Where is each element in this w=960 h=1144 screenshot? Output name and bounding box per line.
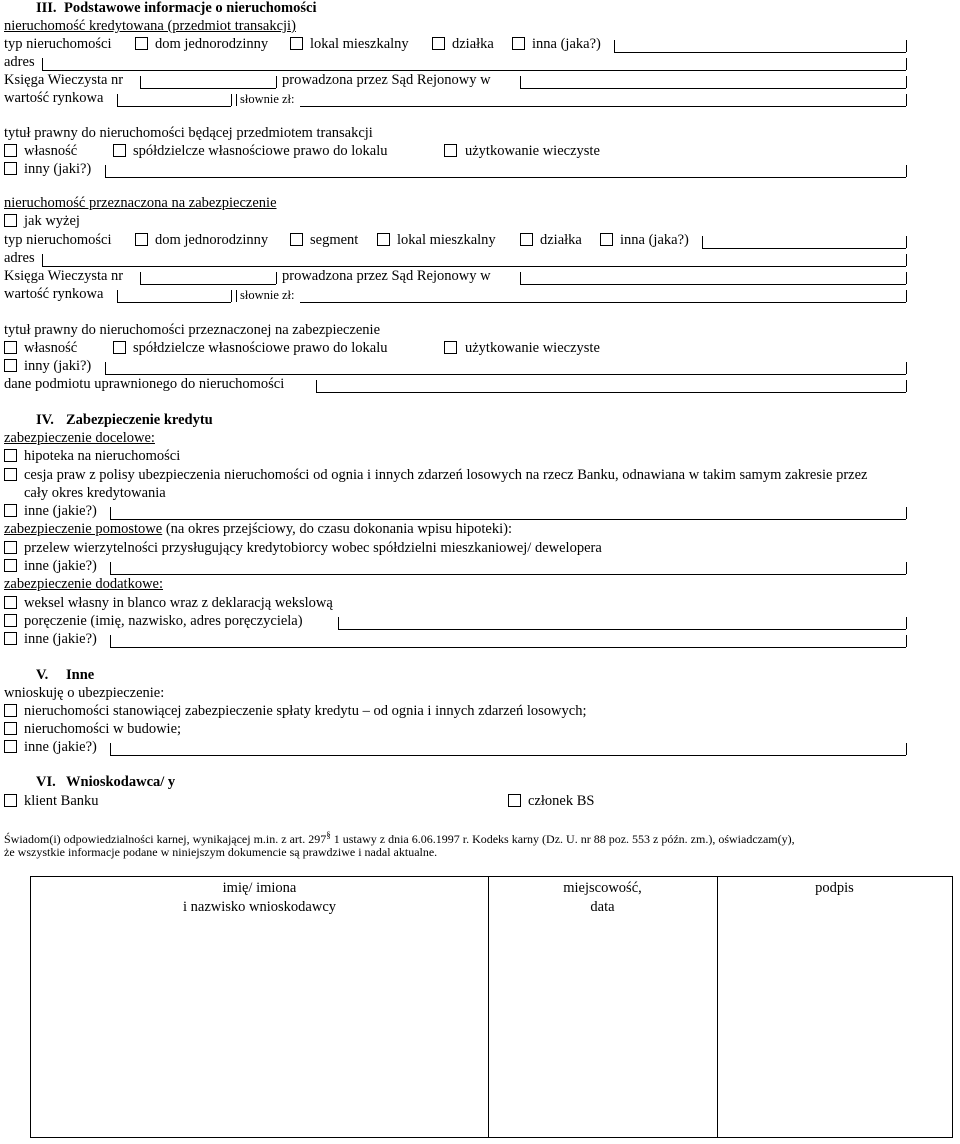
bank-client-label: klient Banku [24, 793, 99, 809]
insurance-request-label: wnioskuję o ubezpieczenie: [4, 685, 165, 701]
address-label-2: adres [4, 250, 35, 266]
checkbox-other-title-1[interactable] [4, 162, 17, 175]
insure-construction-label: nieruchomości w budowie; [24, 721, 182, 737]
court-field-2[interactable] [520, 284, 906, 285]
address-label: adres [4, 54, 35, 70]
land-registry-field-2[interactable] [140, 284, 276, 285]
type-house-label-2: dom jednorodzinny [155, 232, 269, 248]
land-registry-label-2: Księga Wieczysta nr [4, 268, 124, 284]
in-words-field[interactable] [300, 106, 906, 107]
checkbox-insure-other[interactable] [4, 740, 17, 753]
checkbox-as-above[interactable] [4, 214, 17, 227]
authorized-data-label: dane podmiotu uprawnionego do nieruchomości [4, 376, 285, 392]
type-flat-label-2: lokal mieszkalny [397, 232, 496, 248]
date-column-line2: data [590, 899, 615, 915]
other-target-field[interactable] [110, 519, 906, 520]
checkbox-type-flat[interactable] [290, 37, 303, 50]
other-title-field-1[interactable] [105, 177, 906, 178]
other-additional-field[interactable] [110, 647, 906, 648]
in-words-label-2: słownie zł: [240, 288, 295, 302]
section-5-number: V. [36, 667, 49, 683]
checkbox-type-plot-2[interactable] [520, 233, 533, 246]
in-words-field-2[interactable] [300, 302, 906, 303]
ownership-label-1: własność [24, 143, 78, 159]
checkbox-type-flat-2[interactable] [377, 233, 390, 246]
ownership-label-2: własność [24, 340, 78, 356]
market-value-field[interactable] [117, 106, 231, 107]
legal-title-credited-label: tytuł prawny do nieruchomości będącej przedmiotem transakcji [4, 125, 373, 141]
signature-column-header: podpis [815, 880, 854, 896]
address-field-2[interactable] [42, 266, 906, 267]
checkbox-bs-member[interactable] [508, 794, 521, 807]
credited-property-title: nieruchomość kredytowana (przedmiot transakcji) [4, 18, 296, 34]
type-plot-label: działka [452, 36, 494, 52]
declaration-sup: § [326, 830, 331, 840]
place-date-column-header [488, 879, 717, 917]
section-4-heading: Zabezpieczenie kredytu [66, 412, 213, 428]
name-column-line1: imię/ imiona [222, 880, 297, 896]
name-column-line2: i nazwisko wnioskodawcy [182, 899, 337, 915]
checkbox-type-segment[interactable] [290, 233, 303, 246]
other-bridge-label: inne (jakie?) [24, 558, 97, 574]
assignment-label-line1: cesja praw z polisy ubezpieczenia nieruchomości od ognia i innych zdarzeń losowych na rzecz Banku, odnawiana w takim samym zakresie przez [24, 467, 868, 483]
other-target-label: inne (jakie?) [24, 503, 97, 519]
collateral-property-title: nieruchomość przeznaczona na zabezpieczenie [4, 195, 277, 211]
additional-security-label: zabezpieczenie dodatkowe: [4, 576, 164, 592]
checkbox-mortgage[interactable] [4, 449, 17, 462]
place-column-line1: miejscowość, [563, 880, 642, 896]
type-house-label: dom jednorodzinny [155, 36, 269, 52]
other-bridge-field[interactable] [110, 574, 906, 575]
other-additional-label: inne (jakie?) [24, 631, 97, 647]
other-title-field-2[interactable] [105, 374, 906, 375]
coop-right-label-2: spółdzielcze własnościowe prawo do lokalu [133, 340, 388, 356]
market-value-label: wartość rynkowa [4, 90, 104, 106]
as-above-label: jak wyżej [24, 213, 80, 229]
type-other-field[interactable] [614, 52, 906, 53]
checkbox-other-bridge[interactable] [4, 559, 17, 572]
section-3-heading: Podstawowe informacje o nieruchomości [64, 0, 317, 16]
section-3-number: III. [36, 0, 57, 16]
checkbox-type-other[interactable] [512, 37, 525, 50]
type-label-2: typ nieruchomości [4, 232, 112, 248]
land-registry-field[interactable] [140, 88, 276, 89]
section-6-number: VI. [36, 774, 56, 790]
checkbox-ownership-2[interactable] [4, 341, 17, 354]
checkbox-promissory[interactable] [4, 596, 17, 609]
checkbox-perpetual-usufruct-1[interactable] [444, 144, 457, 157]
type-other-field-2[interactable] [702, 248, 906, 249]
bs-member-label: członek BS [528, 793, 595, 809]
bridge-security-line [4, 521, 512, 538]
checkbox-type-plot[interactable] [432, 37, 445, 50]
checkbox-type-house[interactable] [135, 37, 148, 50]
checkbox-coop-right-1[interactable] [113, 144, 126, 157]
checkbox-other-additional[interactable] [4, 632, 17, 645]
transfer-label: przelew wierzytelności przysługujący kredytobiorcy wobec spółdzielni mieszkaniowej/ dewelopera [24, 540, 602, 556]
checkbox-type-other-2[interactable] [600, 233, 613, 246]
section-4-number: IV. [36, 412, 54, 428]
checkbox-coop-right-2[interactable] [113, 341, 126, 354]
market-value-field-2[interactable] [117, 302, 231, 303]
address-field[interactable] [42, 70, 906, 71]
in-words-label: słownie zł: [240, 92, 295, 106]
bridge-security-label: zabezpieczenie pomostowe [4, 521, 163, 537]
coop-right-label-1: spółdzielcze własnościowe prawo do lokalu [133, 143, 388, 159]
type-segment-label: segment [310, 232, 359, 248]
mortgage-label: hipoteka na nieruchomości [24, 448, 181, 464]
checkbox-perpetual-usufruct-2[interactable] [444, 341, 457, 354]
land-registry-label: Księga Wieczysta nr [4, 72, 124, 88]
checkbox-transfer[interactable] [4, 541, 17, 554]
surety-field[interactable] [338, 629, 906, 630]
checkbox-insure-construction[interactable] [4, 722, 17, 735]
signature-divider-2 [717, 877, 718, 1137]
surety-label: poręczenie (imię, nazwisko, adres poręczyciela) [24, 613, 303, 629]
target-security-label: zabezpieczenie docelowe: [4, 430, 155, 446]
insure-other-label: inne (jakie?) [24, 739, 97, 755]
name-column-header [31, 879, 488, 917]
type-flat-label: lokal mieszkalny [310, 36, 409, 52]
signature-table [30, 876, 953, 1138]
declaration-line2: że wszystkie informacje podane w niniejszym dokumencie są prawdziwe i nadal aktualne. [4, 845, 438, 859]
market-value-label-2: wartość rynkowa [4, 286, 104, 302]
other-title-label-2: inny (jaki?) [24, 358, 92, 374]
assignment-label-line2: cały okres kredytowania [24, 485, 166, 501]
type-other-label: inna (jaka?) [532, 36, 601, 52]
type-other-label-2: inna (jaka?) [620, 232, 689, 248]
type-plot-label-2: działka [540, 232, 582, 248]
checkbox-insure-property[interactable] [4, 704, 17, 717]
section-6-heading: Wnioskodawca/ y [66, 774, 176, 790]
checkbox-surety[interactable] [4, 614, 17, 627]
bridge-security-note: (na okres przejściowy, do czasu dokonania wpisu hipoteki): [162, 521, 513, 537]
court-label-2: prowadzona przez Sąd Rejonowy w [282, 268, 491, 284]
promissory-label: weksel własny in blanco wraz z deklaracją wekslową [24, 595, 333, 611]
insure-other-field[interactable] [110, 755, 906, 756]
authorized-data-field[interactable] [316, 392, 906, 393]
other-title-label-1: inny (jaki?) [24, 161, 92, 177]
court-field[interactable] [520, 88, 906, 89]
checkbox-ownership-1[interactable] [4, 144, 17, 157]
legal-title-collateral-label: tytuł prawny do nieruchomości przeznaczonej na zabezpieczenie [4, 322, 381, 338]
checkbox-bank-client[interactable] [4, 794, 17, 807]
declaration-part1: Świadom(i) odpowiedzialności karnej, wynikającej m.in. z art. 297 [4, 832, 327, 846]
checkbox-assignment[interactable] [4, 468, 17, 481]
checkbox-other-target[interactable] [4, 504, 17, 517]
perpetual-usufruct-label-2: użytkowanie wieczyste [465, 340, 600, 356]
checkbox-other-title-2[interactable] [4, 359, 17, 372]
type-label: typ nieruchomości [4, 36, 112, 52]
section-5-heading: Inne [66, 667, 95, 683]
court-label: prowadzona przez Sąd Rejonowy w [282, 72, 491, 88]
declaration-part2: 1 ustawy z dnia 6.06.1997 r. Kodeks karny (Dz. U. nr 88 poz. 553 z późn. zm.), oświadczam(y), [333, 832, 795, 846]
perpetual-usufruct-label-1: użytkowanie wieczyste [465, 143, 600, 159]
insure-property-label: nieruchomości stanowiącej zabezpieczenie spłaty kredytu – od ognia i innych zdarzeń losowych; [24, 703, 587, 719]
checkbox-type-house-2[interactable] [135, 233, 148, 246]
